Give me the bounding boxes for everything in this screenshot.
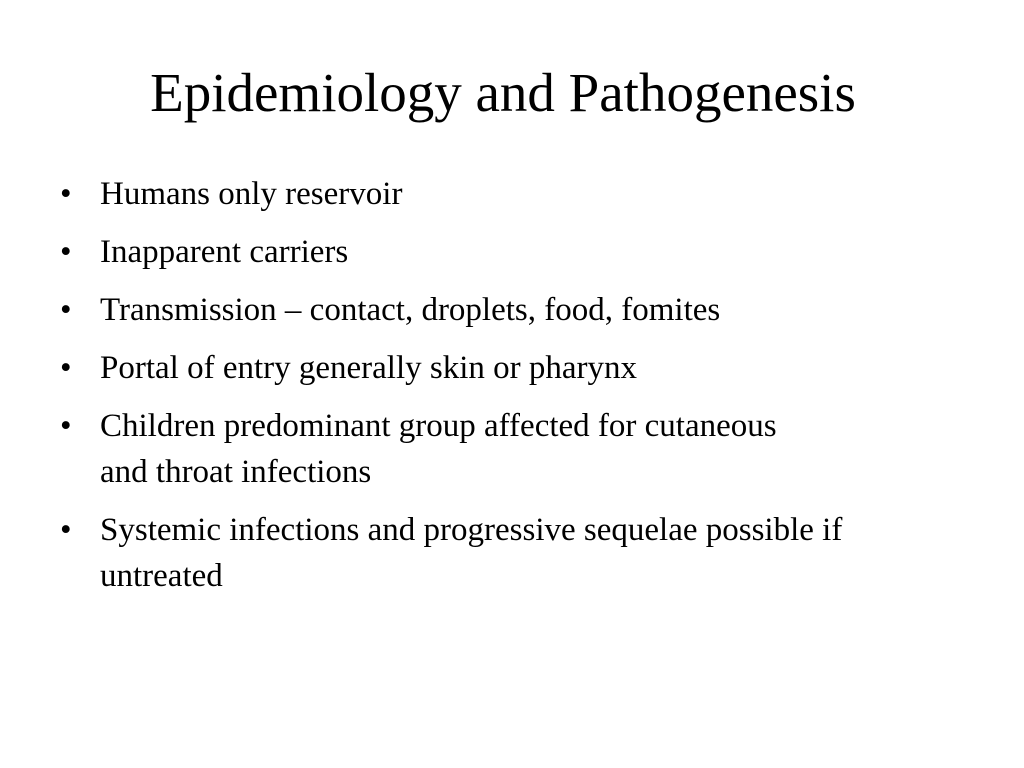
bullet-dot-icon: • [60, 350, 72, 386]
bullet-dot-icon: • [60, 408, 72, 444]
bullet-dot-icon: • [60, 512, 72, 548]
list-item [60, 287, 960, 333]
bullet-text: Transmission – contact, droplets, food, fomites [100, 292, 721, 328]
bullet-text: Inapparent carriers [100, 234, 349, 270]
bullet-text: Systemic infections and progressive sequelae possible if untreated [100, 512, 843, 594]
list-item [60, 507, 880, 599]
bullet-text: Portal of entry generally skin or pharynx [100, 350, 638, 386]
list-item [60, 229, 960, 275]
list-item [60, 171, 960, 217]
bullet-dot-icon: • [60, 234, 72, 270]
bullet-text: Humans only reservoir [100, 176, 403, 212]
bullet-dot-icon: • [60, 176, 72, 212]
bullet-text: Children predominant group affected for cutaneous and throat infections [100, 408, 777, 490]
list-item [60, 345, 960, 391]
list-item [60, 403, 800, 495]
slide-title: Epidemiology and Pathogenesis [150, 62, 856, 123]
bullet-dot-icon: • [60, 292, 72, 328]
bullet-list [60, 171, 960, 611]
